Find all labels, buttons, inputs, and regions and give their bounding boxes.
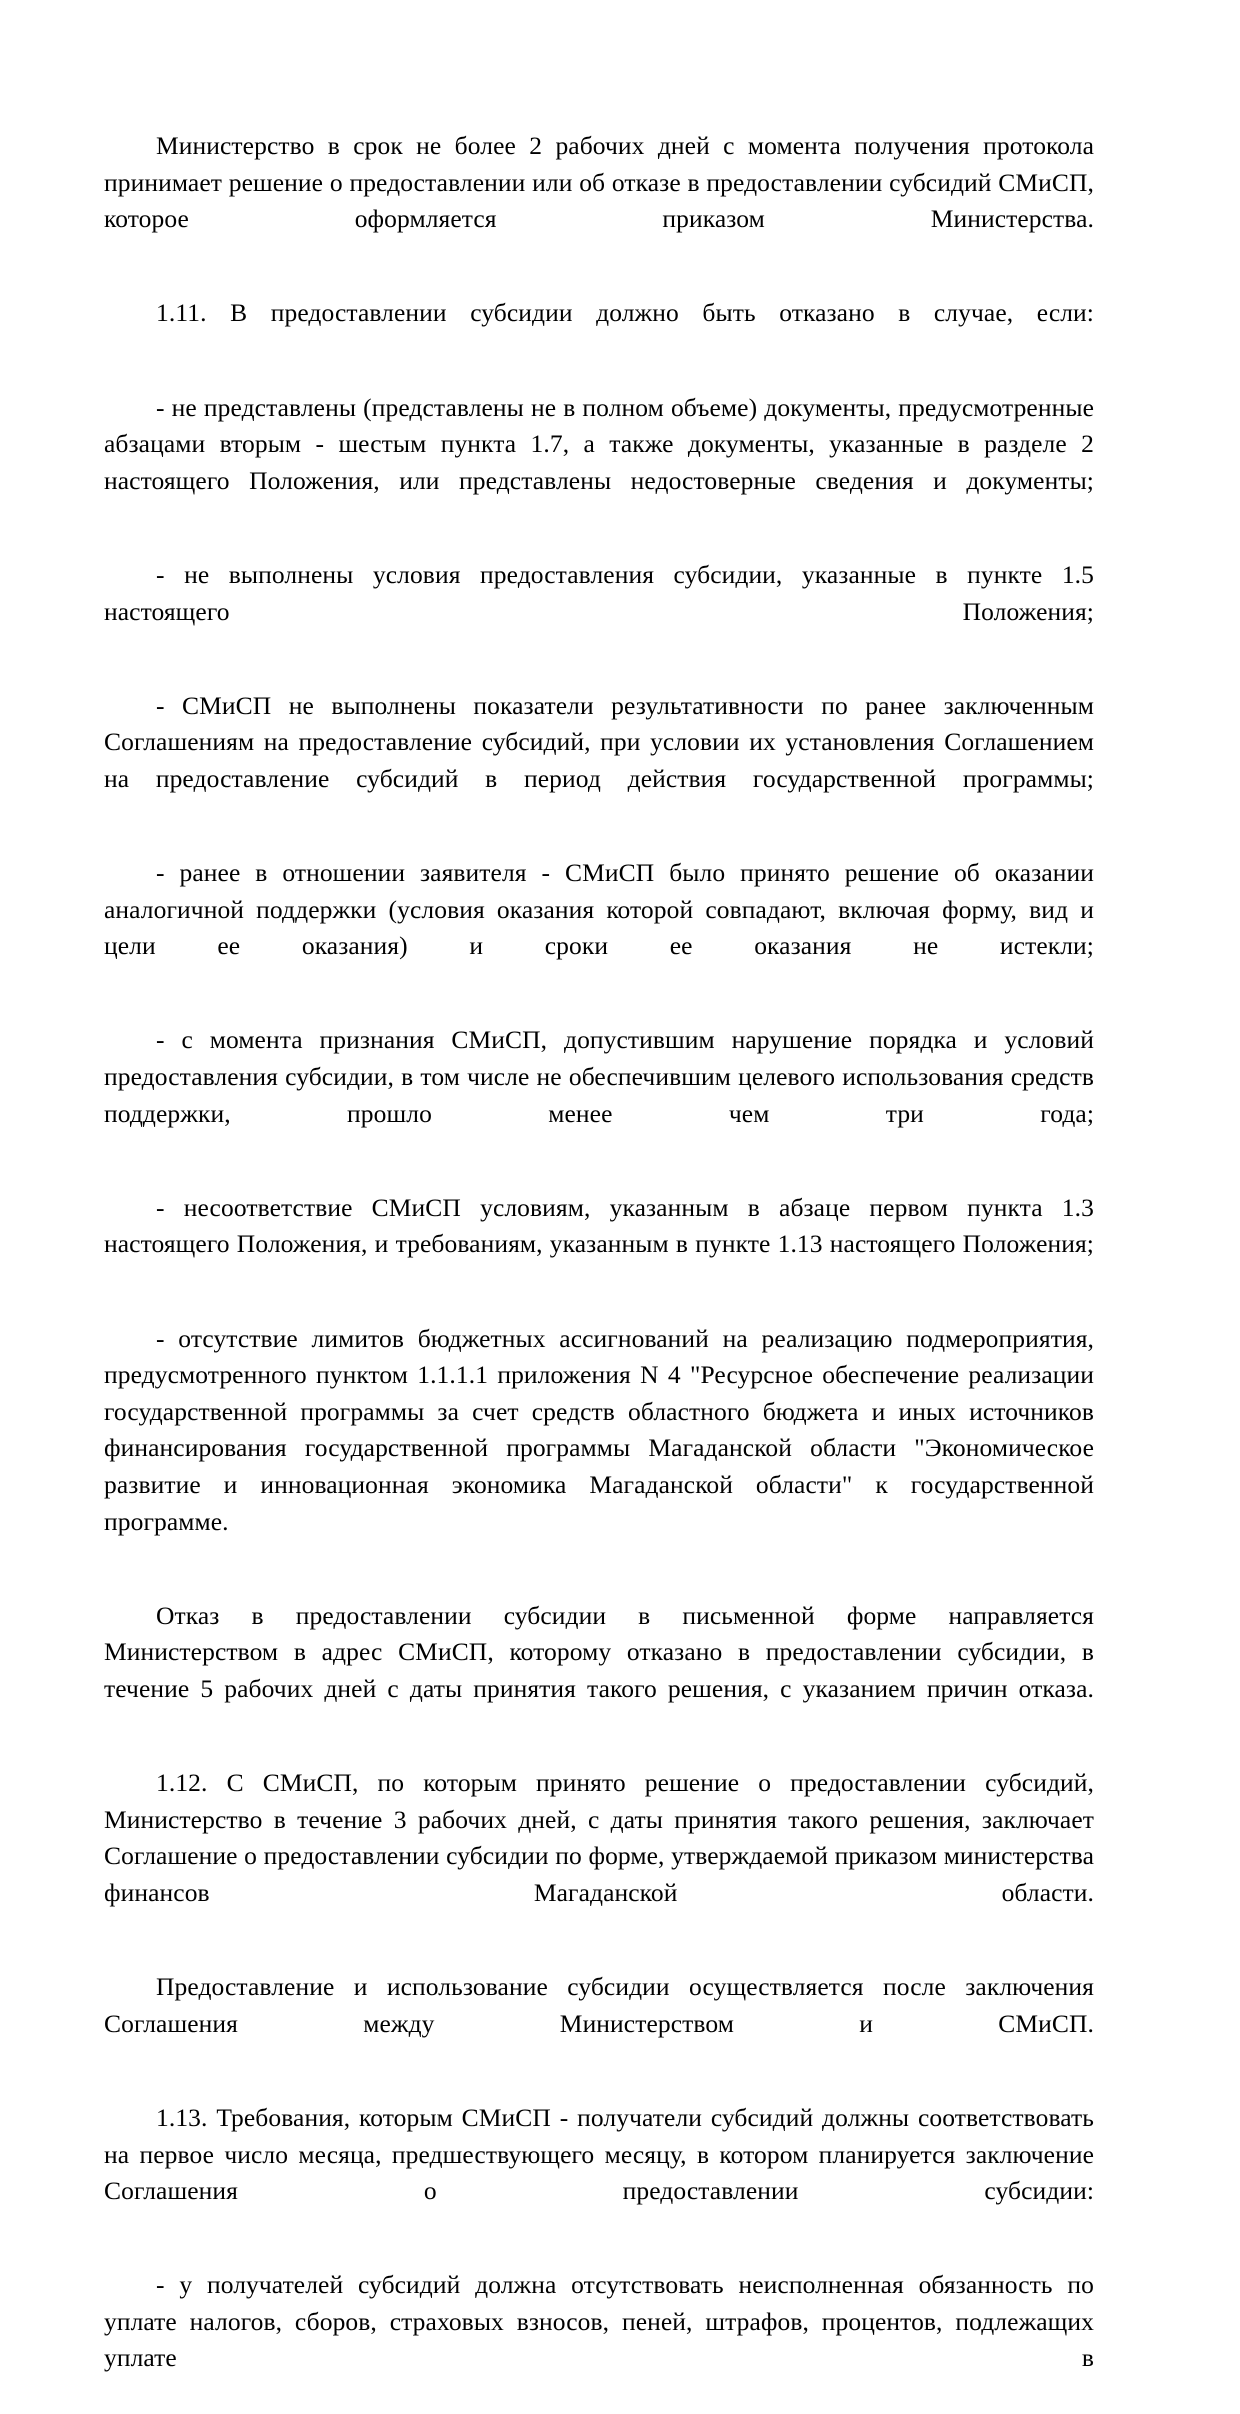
clause-1-12: 1.12. С СМиСП, по которым принято решение о предоставлении субсидий, Министерство в течение 3 рабочих дней, с даты принятия такого решения, заключает Соглашение о предоставлении субсидии по форме, утверждаемой приказом министерства финансов Магаданской области. — [104, 1768, 1094, 1907]
clause-1-11-item-5: - с момента признания СМиСП, допустившим нарушение порядка и условий предоставления субсидии, в том числе не обеспечившим целевого использования средств поддержки, прошло менее чем три года; — [104, 1025, 1094, 1128]
clause-1-11-item-4: - ранее в отношении заявителя - СМиСП было принято решение об оказании аналогичной поддержки (условия оказания которой совпадают, включая форму, вид и цели ее оказания) и сроки ее оказания не истекли; — [104, 858, 1094, 961]
clause-1-11-item-2: - не выполнены условия предоставления субсидии, указанные в пункте 1.5 настоящего Положения; — [104, 559, 1094, 626]
clause-1-11-item-3: - СМиСП не выполнены показатели результативности по ранее заключенным Соглашениям на предоставление субсидий, при условии их установления Соглашением на предоставление субсидий в период действия государственной программы; — [104, 690, 1094, 793]
clause-1-11-item-6: - несоответствие СМиСП условиям, указанным в абзаце первом пункта 1.3 настоящего Положения, и требованиям, указанным в пункте 1.13 настоящего Положения; — [104, 1192, 1094, 1259]
clause-1-13-item-1: - у получателей субсидий должна отсутствовать неисполненная обязанность по уплате налогов, сборов, страховых взносов, пеней, штрафов, процентов, подлежащих уплате в — [104, 2270, 1094, 2373]
paragraph-agreement-conclusion: Предоставление и использование субсидии осуществляется после заключения Соглашения между Министерством и СМиСП. — [104, 1972, 1094, 2038]
clause-1-11-item-1: - не представлены (представлены не в полном объеме) документы, предусмотренные абзацами вторым - шестым пункта 1.7, а также документы, указанные в разделе 2 настоящего Положения, или представлены недостоверные сведения и документы; — [104, 392, 1094, 495]
paragraph-ministry-decision: Министерство в срок не более 2 рабочих дней с момента получения протокола принимает решение о предоставлении или об отказе в предоставлении субсидий СМиСП, которое оформляется приказом Министерства. — [104, 131, 1094, 234]
clause-1-11-heading: 1.11. В предоставлении субсидии должно быть отказано в случае, если: — [156, 298, 1094, 328]
paragraph-refusal-notice: Отказ в предоставлении субсидии в письменной форме направляется Министерством в адрес СМиСП, которому отказано в предоставлении субсидии, в течение 5 рабочих дней с даты принятия такого решения, с указанием причин отказа. — [104, 1600, 1094, 1703]
clause-1-13-heading: 1.13. Требования, которым СМиСП - получатели субсидий должны соответствовать на первое число месяца, предшествующего месяцу, в котором планируется заключение Соглашения о предоставлении субсидии: — [104, 2102, 1094, 2206]
clause-1-11-item-7: - отсутствие лимитов бюджетных ассигнований на реализацию подмероприятия, предусмотренного пунктом 1.1.1.1 приложения N 4 "Ресурсное обеспечение реализации государственной программы за счет средств областного бюджета и иных источников финансирования государственной программы Магаданской области "Экономическое развитие и инновационная экономика Магаданской области" к государственной программе. — [104, 1323, 1094, 1536]
document-body — [104, 128, 1094, 2414]
